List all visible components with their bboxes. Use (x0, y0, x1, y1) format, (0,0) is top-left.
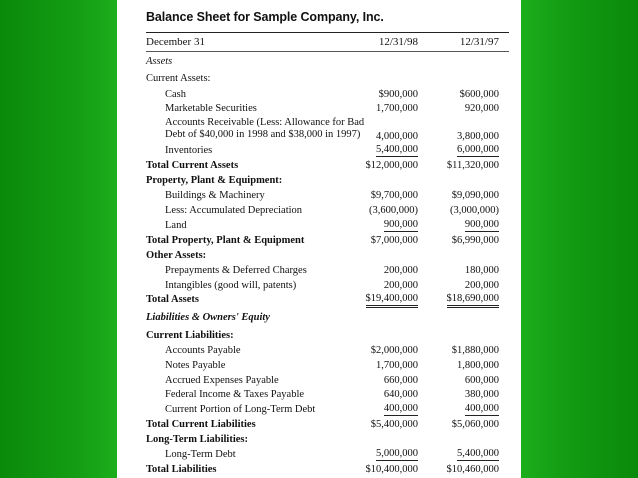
subsection-heading (146, 433, 509, 447)
row-label: Buildings & Machinery (165, 190, 265, 201)
table-row (146, 359, 509, 373)
row-label: Total Current Liabilities (146, 419, 256, 430)
value-1998: 400,000 (383, 403, 418, 414)
value-1998: $900,000 (378, 89, 418, 100)
value-1997: $6,990,000 (451, 235, 499, 246)
row-label: Current Assets: (146, 73, 211, 84)
value-1997: 5,400,000 (457, 448, 499, 459)
row-label: Total Property, Plant & Equipment (146, 235, 305, 246)
value-1997: $10,460,000 (446, 464, 499, 475)
table-row (146, 219, 509, 233)
row-label: Other Assets: (146, 250, 207, 261)
row-label: Federal Income & Taxes Payable (165, 389, 305, 400)
table-row (146, 374, 509, 388)
total-row (146, 418, 509, 432)
total-row (146, 293, 509, 307)
value-1997: 900,000 (464, 219, 499, 230)
row-label: Accounts Payable (165, 345, 241, 356)
row-label: Cash (165, 89, 186, 100)
row-label: Less: Accumulated Depreciation (165, 205, 303, 216)
row-label: Total Liabilities (146, 464, 217, 475)
value-1998: $9,700,000 (370, 190, 418, 201)
row-label: Marketable Securities (165, 103, 257, 114)
row-label: Notes Payable (165, 360, 226, 371)
row-label: Prepayments & Deferred Charges (165, 265, 307, 276)
value-1997: (3,000,000) (450, 205, 499, 216)
row-label: Total Assets (146, 294, 199, 305)
subsection-heading (146, 249, 509, 263)
table-row (146, 448, 509, 462)
table-row (146, 117, 509, 143)
subsection-heading (146, 72, 509, 86)
subsection-heading (146, 329, 509, 343)
value-1998: 1,700,000 (376, 360, 418, 371)
value-1997: 400,000 (464, 403, 499, 414)
table-row (146, 279, 509, 293)
value-1998: 1,700,000 (376, 103, 418, 114)
value-1997: $11,320,000 (446, 160, 499, 171)
value-1998: 5,400,000 (376, 144, 418, 155)
value-1998: 660,000 (383, 375, 418, 386)
row-label: Long-Term Debt (165, 449, 236, 460)
value-1998: $7,000,000 (370, 235, 418, 246)
table-header (146, 32, 509, 52)
value-1997: 1,800,000 (457, 360, 499, 371)
row-label: Current Liabilities: (146, 330, 234, 341)
value-1997: $18,690,000 (447, 293, 500, 308)
total-row (146, 234, 509, 248)
table-row (146, 264, 509, 278)
page-title: Balance Sheet for Sample Company, Inc. (146, 10, 384, 24)
value-1998: (3,600,000) (369, 205, 418, 216)
value-1998: $5,400,000 (370, 419, 418, 430)
value-1998: 4,000,000 (376, 131, 418, 142)
table-row (146, 388, 509, 402)
total-row (146, 159, 509, 173)
value-1998: 200,000 (383, 280, 418, 291)
value-1997: 6,000,000 (457, 144, 499, 155)
table-row (146, 144, 509, 158)
row-label: Liabilities & Owners' Equity (146, 312, 270, 323)
value-1998: $12,000,000 (365, 160, 418, 171)
row-label: Accounts Receivable (Less: Allowance for Bad (165, 117, 365, 128)
row-label: Accrued Expenses Payable (165, 375, 279, 386)
header-col-1997: 12/31/97 (459, 36, 499, 48)
header-col-1998: 12/31/98 (378, 36, 418, 48)
value-1997: 3,800,000 (457, 131, 499, 142)
value-1997: 180,000 (464, 265, 499, 276)
value-1998: 640,000 (383, 389, 418, 400)
value-1997: $9,090,000 (451, 190, 499, 201)
value-1998: 5,000,000 (376, 448, 418, 459)
header-label: December 31 (146, 36, 205, 48)
value-1997: $600,000 (459, 89, 499, 100)
table-row (146, 204, 509, 218)
subsection-heading (146, 174, 509, 188)
value-1998: 900,000 (383, 219, 418, 230)
value-1997: 600,000 (464, 375, 499, 386)
balance-sheet-page (117, 0, 521, 478)
value-1998: $10,400,000 (365, 464, 418, 475)
total-row (146, 463, 509, 477)
table-row (146, 189, 509, 203)
row-label: Current Portion of Long-Term Debt (165, 404, 316, 415)
table-row (146, 88, 509, 102)
row-label-line-2: Debt of $40,000 in 1998 and $38,000 in 1997) (165, 129, 361, 140)
section-heading-assets (146, 55, 509, 69)
row-label: Total Current Assets (146, 160, 239, 171)
row-label: Land (165, 220, 187, 231)
row-label: Property, Plant & Equipment: (146, 175, 283, 186)
value-1998: $2,000,000 (370, 345, 418, 356)
value-1997: $5,060,000 (451, 419, 499, 430)
table-row (146, 344, 509, 358)
table-row (146, 102, 509, 116)
value-1997: $1,880,000 (451, 345, 499, 356)
section-heading-liabilities (146, 311, 509, 325)
value-1997: 380,000 (464, 389, 499, 400)
row-label: Assets (146, 56, 173, 67)
table-row (146, 403, 509, 417)
value-1997: 200,000 (464, 280, 499, 291)
row-label: Intangibles (good will, patents) (165, 280, 297, 291)
row-label: Inventories (165, 145, 213, 156)
value-1998: $19,400,000 (366, 293, 419, 308)
value-1997: 920,000 (464, 103, 499, 114)
row-label: Long-Term Liabilities: (146, 434, 248, 445)
value-1998: 200,000 (383, 265, 418, 276)
